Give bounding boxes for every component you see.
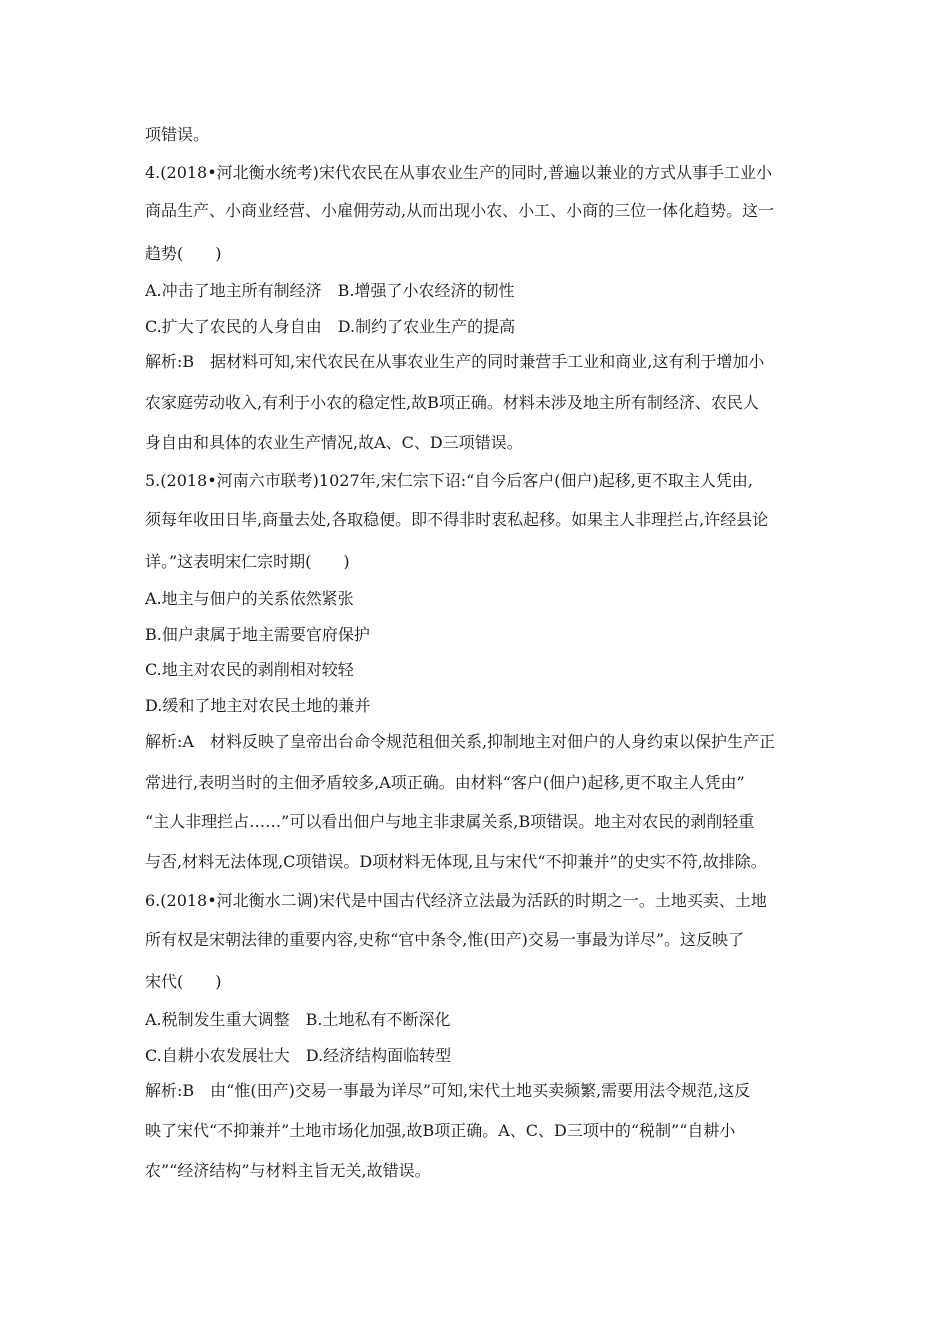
question-6-stem: 6.(2018•河北衡水二调)宋代是中国古代经济立法最为活跃的时期之一。土地买卖、土地 — [145, 891, 767, 910]
question-4-options: C.扩大了农民的人身自由 D.制约了农业生产的提高 — [145, 317, 516, 336]
text-line: 项错误。 — [145, 125, 210, 144]
question-4-analysis: 解析:B 据材料可知,宋代农民在从事农业生产的同时兼营手工业和商业,这有利于增加小 — [145, 352, 765, 371]
question-5-option-a: A.地主与佃户的关系依然紧张 — [145, 589, 354, 608]
question-5-analysis: 解析:A 材料反映了皇帝出台命令规范租佃关系,抑制地主对佃户的人身约束以保护生产正 — [145, 732, 776, 751]
question-6-analysis: 农”“经济结构”与材料主旨无关,故错误。 — [145, 1161, 431, 1180]
question-6-analysis: 映了宋代“不抑兼并”土地市场化加强,故B项正确。A、C、D三项中的“税制”“自耕小 — [145, 1121, 736, 1140]
question-4-options: A.冲击了地主所有制经济 B.增强了小农经济的韧性 — [145, 281, 515, 300]
question-5-option-d: D.缓和了地主对农民土地的兼并 — [145, 696, 371, 715]
question-5-analysis: 常进行,表明当时的主佃矛盾较多,A项正确。由材料“客户(佃户)起移,更不取主人凭由” — [145, 773, 745, 792]
question-5-analysis: “主人非理拦占……”可以看出佃户与地主非隶属关系,B项错误。地主对农民的剥削轻重 — [145, 812, 755, 831]
question-6-stem: 宋代( ) — [145, 972, 222, 991]
question-5-option-b: B.佃户隶属于地主需要官府保护 — [145, 625, 370, 644]
question-4-analysis: 身自由和具体的农业生产情况,故A、C、D三项错误。 — [145, 433, 523, 452]
question-4-stem: 趋势( ) — [145, 244, 222, 263]
question-4-stem: 4.(2018•河北衡水统考)宋代农民在从事农业生产的同时,普遍以兼业的方式从事手工业小 — [145, 163, 772, 182]
question-5-analysis: 与否,材料无法体现,C项错误。D项材料无体现,且与宋代“不抑兼并”的史实不符,故排除。 — [145, 852, 767, 871]
question-5-option-c: C.地主对农民的剥削相对较轻 — [145, 660, 354, 679]
question-4-analysis: 农家庭劳动收入,有利于小农的稳定性,故B项正确。材料未涉及地主所有制经济、农民人 — [145, 393, 759, 412]
question-6-options: C.自耕小农发展壮大 D.经济结构面临转型 — [145, 1046, 452, 1065]
question-5-stem: 5.(2018•河南六市联考)1027年,宋仁宗下诏:“自今后客户(佃户)起移,更不取主人凭由, — [145, 471, 753, 490]
question-5-stem: 详。”这表明宋仁宗时期( ) — [145, 552, 350, 571]
question-6-stem: 所有权是宋朝法律的重要内容,史称“官中条令,惟(田产)交易一事最为详尽”。这反映了 — [145, 930, 745, 949]
question-4-stem: 商品生产、小商业经营、小雇佣劳动,从而出现小农、小工、小商的三位一体化趋势。这一 — [145, 201, 775, 220]
question-6-options: A.税制发生重大调整 B.土地私有不断深化 — [145, 1010, 451, 1029]
question-5-stem: 须每年收田日毕,商量去处,各取稳便。即不得非时衷私起移。如果主人非理拦占,许经县论 — [145, 510, 769, 529]
question-6-analysis: 解析:B 由“惟(田产)交易一事最为详尽”可知,宋代土地买卖频繁,需要用法令规范,这反 — [145, 1081, 751, 1100]
